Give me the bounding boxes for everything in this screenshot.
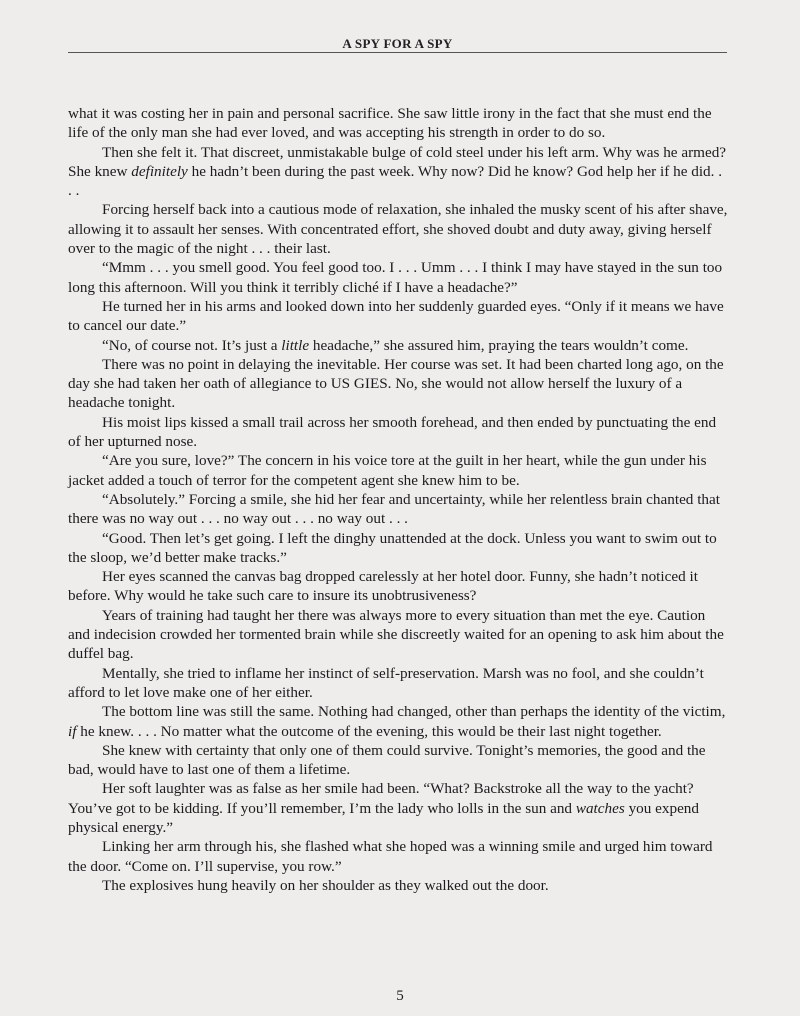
- paragraph: [68, 413, 728, 452]
- paragraph: [68, 104, 728, 143]
- text-run: Linking her arm through his, she flashed what she hoped was a winning smile and urged him toward the door. “Come on. I’ll supervise, you row.”: [68, 838, 713, 875]
- text-run: He turned her in his arms and looked down into her suddenly guarded eyes. “Only if it means we have to cancel our date.”: [68, 297, 724, 335]
- paragraph: [68, 529, 728, 568]
- text-run: headache,” she assured him, praying the tears wouldn’t come.: [309, 336, 689, 354]
- paragraph: [68, 702, 728, 741]
- paragraph: [68, 451, 728, 490]
- text-run: you expend physical energy.”: [68, 799, 699, 836]
- paragraph: [68, 336, 728, 355]
- italic-text: definitely: [131, 162, 188, 180]
- text-run: She knew with certainty that only one of them could survive. Tonight’s memories, the good and the bad, would have to last one of them a lifetime.: [68, 741, 706, 779]
- header-rule: [68, 52, 727, 53]
- paragraph: [68, 567, 728, 606]
- paragraph: [68, 837, 728, 876]
- text-run: he hadn’t been during the past week. Why now? Did he know? God help her if he did. . . .: [68, 162, 723, 200]
- paragraph: [68, 490, 728, 529]
- italic-text: watches: [575, 799, 625, 817]
- text-run: “Are you sure, love?” The concern in his voice tore at the guilt in her heart, while the gun under his jacket added a touch of terror for the competent agent she knew him to be.: [68, 452, 707, 489]
- text-run: he knew. . . . No matter what the outcome of the evening, this would be their last night together.: [76, 722, 662, 740]
- paragraph: [68, 664, 728, 703]
- paragraph: [68, 297, 728, 336]
- running-header: A SPY FOR A SPY: [342, 36, 453, 51]
- paragraph: [68, 258, 728, 297]
- text-run: Mentally, she tried to inflame her instinct of self-preservation. Marsh was no fool, and she couldn’t afford to let love make one of her either.: [68, 664, 704, 701]
- italic-text: little: [281, 336, 310, 354]
- paragraph: [68, 779, 728, 837]
- text-run: what it was costing her in pain and personal sacrifice. She saw little irony in the fact that she must end the life of the only man she had ever loved, and was accepting his strength in order to do so.: [68, 105, 712, 142]
- paragraph: [68, 876, 728, 895]
- paragraph: [68, 355, 728, 413]
- text-run: “Mmm . . . you smell good. You feel good too. I . . . Umm . . . I think I may have stayed in the sun too long this afternoon. Will you think it terribly cliché if I have a headache?”: [68, 259, 723, 296]
- text-run: The bottom line was still the same. Nothing had changed, other than perhaps the identity of the victim,: [102, 703, 726, 721]
- body-text: [68, 104, 728, 895]
- text-run: “Absolutely.” Forcing a smile, she hid her fear and uncertainty, while her relentless brain chanted that there was no way out . . . no way out . . . no way out . . .: [68, 490, 720, 528]
- text-run: Forcing herself back into a cautious mode of relaxation, she inhaled the musky scent of his after shave, allowing it to assault her senses. With concentrated effort, she shoved doubt and duty away, giving herself over to the magic of the night . . . their last.: [68, 201, 728, 258]
- text-run: Then she felt it. That discreet, unmistakable bulge of cold steel under his left arm. Why was he armed? She knew: [68, 143, 727, 180]
- text-run: Her soft laughter was as false as her smile had been. “What? Backstroke all the way to the yacht? You’ve got to be kidding. If you’ll remember, I’m the lady who lolls in the sun and: [68, 780, 694, 817]
- text-run: “No, of course not. It’s just a: [102, 336, 282, 354]
- paragraph: [68, 143, 728, 201]
- text-run: Her eyes scanned the canvas bag dropped carelessly at her hotel door. Funny, she hadn’t noticed it before. Why would he take such care to insure its unobtrusiveness?: [68, 568, 698, 605]
- text-run: There was no point in delaying the inevitable. Her course was set. It had been charted long ago, on the day she had taken her oath of allegiance to US GIES. No, she would not allow herself the luxury of a headache tonight.: [68, 355, 724, 412]
- paragraph: [68, 200, 728, 258]
- text-run: Years of training had taught her there was always more to every situation than met the eye. Caution and indecision crowded her tormented brain while she discreetly waited for an opening to ask him about the duffel bag.: [68, 606, 724, 663]
- paragraph: [68, 741, 728, 780]
- text-run: “Good. Then let’s get going. I left the dinghy unattended at the dock. Unless you want to swim out to the sloop, we’d better make tracks.”: [68, 529, 717, 566]
- italic-text: if: [68, 722, 77, 740]
- text-run: His moist lips kissed a small trail across her smooth forehead, and then ended by punctuating the end of her upturned nose.: [68, 413, 717, 451]
- text-run: The explosives hung heavily on her shoulder as they walked out the door.: [102, 876, 549, 894]
- paragraph: [68, 606, 728, 664]
- page-number: 5: [396, 988, 404, 1004]
